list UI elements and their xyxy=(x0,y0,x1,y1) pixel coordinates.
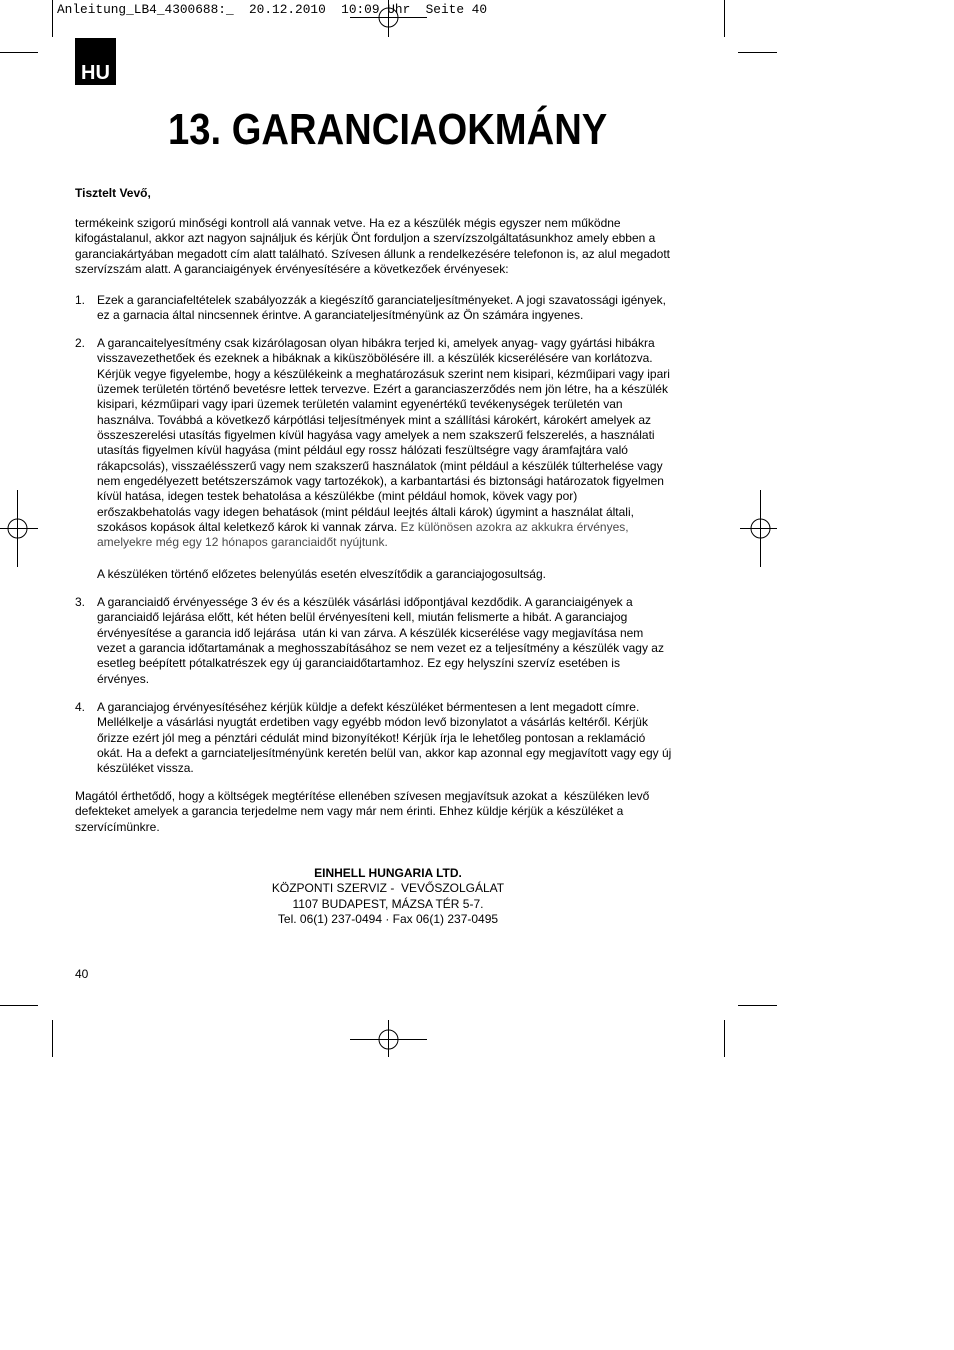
item-number: 4. xyxy=(75,700,86,714)
text-line: szervícímünkre. xyxy=(75,819,160,834)
text-line: Magától érthetődő, hogy a költségek megtérítése ellenében szívesen megjavítsuk azokat a készüléken levő xyxy=(75,789,650,803)
text-line: garanciaidő lejárása előtt, két héten belül érvényesíteni kell, miután felismerte a hibát. A garanciajog xyxy=(97,610,628,625)
registration-mark-left xyxy=(0,490,38,567)
text-line: visszavezethetőek és ezeknek a hibáknak a kiküszöbölésére ill. a készülék kicserélésére van korlátozva. xyxy=(97,351,653,366)
text-line: összeszerelési utasítás figyelmen kívül hagyása vagy amelyek a nem szakszerű felszerelés, a használati xyxy=(97,428,655,443)
service-address xyxy=(188,866,588,927)
item-number: 2. xyxy=(75,336,86,350)
intro-paragraph xyxy=(75,216,670,277)
text-line: A garanciajog érvényesítéséhez kérjük küldje a defekt készüléket bérmentesen a lent megadott címre. xyxy=(97,700,640,714)
battery-note-text: Ez különösen azokra az akkukra érvényes, xyxy=(400,520,629,535)
text-line: szervízszám alatt. A garanciaigények érvényesítésére a következőek érvényesek: xyxy=(75,262,509,277)
item-text xyxy=(97,336,670,520)
text-line: kívül hatása, idegen testek behatolása a készülékbe (mint például homok, kövek vagy por) xyxy=(97,489,578,504)
text-line: termékeink szigorú minőségi kontroll alá vannak vetve. Ha ez a készülék mégis egyszer nem működne xyxy=(75,216,621,230)
text-line: erőszakbehatolás vagy idegen behatások (mint például leejtés általi károk) úgymint a használat általi, xyxy=(97,504,634,519)
item-number: 1. xyxy=(75,293,86,307)
text-line: őrizze ezért jól meg a pénztári cédulát mind bizonyítékot! Kérjük írja le lehetőleg pontosan a reklamáció xyxy=(97,730,646,745)
item-text xyxy=(97,700,671,777)
text-line: esetleg beépített pótalkatrészek egy új garanciaidőtartamhoz. Ez egy helyszíni szervíz esetében is xyxy=(97,656,620,671)
service-department: KÖZPONTI SZERVIZ - VEVŐSZOLGÁLAT xyxy=(271,881,505,896)
text-line: A garancaitelyesítmény csak kizárólagosan olyan hibákra terjed ki, amelyek anyag- vagy gyártási hibákra xyxy=(97,336,655,350)
text-line: Kérjük vegye figyelembe, hogy a készülékeink a meghatározásuk szerint nem kisipari, kézműipari vagy ipari xyxy=(97,366,670,381)
item-number: 3. xyxy=(75,595,86,609)
text-line: Ezek a garanciafeltételek szabályozzák a kiegészítő garanciateljesítményeket. A jogi szavatossági igények, xyxy=(97,293,666,307)
text-line: érvényes. xyxy=(97,671,150,686)
phone-fax: Tel. 06(1) 237-0494 · Fax 06(1) 237-0495 xyxy=(277,912,499,927)
text-line: okát. Ha a defekt a garnciateljesítményünk keretén belül van, akkor kap azonnal egy megjavított vagy egy új xyxy=(97,746,672,761)
page-title: 13. GARANCIAOKMÁNY xyxy=(168,105,608,154)
tampering-notice: A készüléken történő előzetes belenyúlás esetén elveszítődik a garanciajogosultság. xyxy=(97,567,546,581)
warranty-item-2 xyxy=(75,336,670,551)
item-text-segment: szokásos kopások által keletkező károk ki vannak zárva. xyxy=(97,520,398,535)
text-line: garanciakártyában megadott cím alatt található. Szívesen állunk a rendelkezésére telefonon is, az alul megadott xyxy=(75,246,671,261)
registration-mark-right xyxy=(740,490,777,567)
text-line: üzemek területén történő bevetésre lettek tervezve. Ezért a garanciaszerződés nem jön létre, ha a készülék xyxy=(97,382,668,397)
item-text xyxy=(97,293,666,324)
company-name: EINHELL HUNGARIA LTD. xyxy=(314,866,462,880)
text-line: Mellélkelje a vásárlási nyugtát erdetiben vagy egyébb módon levő bizonylatot a vásárlás keltéről. Kérjük xyxy=(97,715,648,730)
text-line: utasítás figyelmen kívül hagyása (mint például egy rossz hálózati feszültségre vagy áramfajtára való xyxy=(97,443,628,458)
registration-mark-bottom xyxy=(350,1020,427,1057)
page-number: 40 xyxy=(75,967,89,981)
warranty-item-3 xyxy=(75,595,664,687)
text-line: defekteket amelyek a garancia terjedelme nem vagy már nem érinti. Ehhez küldje kérjük a készüléket a xyxy=(75,804,624,819)
text-line: rákapcsolás), visszaélésszerű vagy nem szakszerű használatok (mint például a készülék túlterhelése vagy xyxy=(97,458,663,473)
text-line: használva. Továbbá a következő kárpótlási teljesítmények mint a szállítási károkért, károkért amelyek az xyxy=(97,412,652,427)
item-text xyxy=(97,595,664,687)
language-badge: HU xyxy=(75,38,116,85)
closing-paragraph xyxy=(75,789,649,835)
text-line: vezet a garancia időtartamának a meghosszabításához se nem vezet ez a teljesítmény a készülék vagy az xyxy=(97,641,664,656)
street-address: 1107 BUDAPEST, MÁZSA TÉR 5-7. xyxy=(292,896,484,911)
text-line: ez a garnacia által nincsennek érintve. A garanciateljesítményünk az Ön számára ingyenes. xyxy=(97,308,584,323)
text-line: A garanciaidő érvényessége 3 év és a készülék vásárlási időpontjával kezdődik. A garanciaigények a xyxy=(97,595,633,609)
warranty-item-4 xyxy=(75,700,671,777)
text-line: készüléket vissza. xyxy=(97,761,194,776)
warranty-item-1 xyxy=(75,293,666,324)
text-line: kifogástalanul, akkor azt nagyon sajnáljuk és kérjük Önt forduljon a szervízszolgáltatásunkhoz amely ebben a xyxy=(75,231,656,246)
text-line: kisipari, kézműipari vagy ipari üzemek területén valamint egyenértékű tevékenységek területén van xyxy=(97,397,623,412)
text-line xyxy=(97,520,670,535)
battery-note-text: amelyekre még egy 12 hónapos garanciaidőt nyújtunk. xyxy=(97,535,388,550)
text-line: érvényesítése a garancia idő lejárása után ki van zárva. A készülék kicserélése vagy megjavítása nem xyxy=(97,625,644,640)
print-slug: Anleitung_LB4_4300688:_ 20.12.2010 10:09 Uhr Seite 40 xyxy=(57,2,488,17)
greeting: Tisztelt Vevő, xyxy=(75,186,151,200)
text-line: nem engedélyezett betétszerszámok vagy tartozékok), a karbantartási és biztonsági határozatok figyelmen xyxy=(97,474,664,489)
